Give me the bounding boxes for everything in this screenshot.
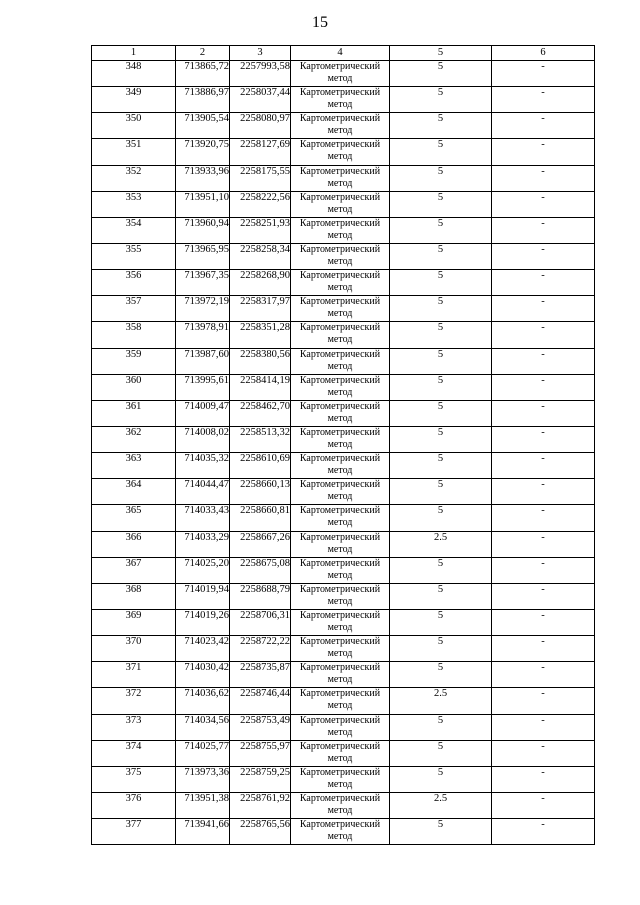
accuracy-cell: 5 bbox=[390, 505, 492, 531]
method-cell: Картометрический метод bbox=[291, 688, 390, 714]
y-coordinate-cell: 2258722,22 bbox=[230, 636, 291, 662]
x-coordinate-cell: 714023,42 bbox=[176, 636, 230, 662]
y-coordinate-cell: 2258251,93 bbox=[230, 217, 291, 243]
table-row bbox=[92, 714, 595, 740]
note-cell: - bbox=[492, 374, 595, 400]
table-row bbox=[92, 583, 595, 609]
method-cell: Картометрический метод bbox=[291, 792, 390, 818]
note-cell: - bbox=[492, 400, 595, 426]
accuracy-cell: 5 bbox=[390, 400, 492, 426]
point-number-cell: 357 bbox=[92, 296, 176, 322]
x-coordinate-cell: 713951,38 bbox=[176, 792, 230, 818]
note-cell: - bbox=[492, 453, 595, 479]
point-number-cell: 358 bbox=[92, 322, 176, 348]
table-row bbox=[92, 270, 595, 296]
y-coordinate-cell: 2258660,13 bbox=[230, 479, 291, 505]
y-coordinate-cell: 2258222,56 bbox=[230, 191, 291, 217]
accuracy-cell: 2.5 bbox=[390, 792, 492, 818]
point-number-cell: 361 bbox=[92, 400, 176, 426]
table-row bbox=[92, 531, 595, 557]
method-cell: Картометрический метод bbox=[291, 557, 390, 583]
method-cell: Картометрический метод bbox=[291, 217, 390, 243]
accuracy-cell: 5 bbox=[390, 714, 492, 740]
method-cell: Картометрический метод bbox=[291, 113, 390, 139]
coordinates-table bbox=[91, 45, 595, 845]
x-coordinate-cell: 714030,42 bbox=[176, 662, 230, 688]
page-number: 15 bbox=[312, 14, 328, 31]
column-header-1: 1 bbox=[92, 46, 176, 61]
x-coordinate-cell: 714008,02 bbox=[176, 426, 230, 452]
note-cell: - bbox=[492, 348, 595, 374]
table-row bbox=[92, 766, 595, 792]
method-cell: Картометрический метод bbox=[291, 426, 390, 452]
point-number-cell: 368 bbox=[92, 583, 176, 609]
point-number-cell: 372 bbox=[92, 688, 176, 714]
y-coordinate-cell: 2258735,87 bbox=[230, 662, 291, 688]
accuracy-cell: 5 bbox=[390, 296, 492, 322]
x-coordinate-cell: 714025,77 bbox=[176, 740, 230, 766]
point-number-cell: 370 bbox=[92, 636, 176, 662]
accuracy-cell: 5 bbox=[390, 819, 492, 845]
note-cell: - bbox=[492, 61, 595, 87]
x-coordinate-cell: 713967,35 bbox=[176, 270, 230, 296]
note-cell: - bbox=[492, 583, 595, 609]
point-number-cell: 366 bbox=[92, 531, 176, 557]
accuracy-cell: 5 bbox=[390, 557, 492, 583]
column-header-3: 3 bbox=[230, 46, 291, 61]
x-coordinate-cell: 714009,47 bbox=[176, 400, 230, 426]
table-row bbox=[92, 740, 595, 766]
y-coordinate-cell: 2258414,19 bbox=[230, 374, 291, 400]
note-cell: - bbox=[492, 792, 595, 818]
accuracy-cell: 5 bbox=[390, 348, 492, 374]
table-row bbox=[92, 165, 595, 191]
note-cell: - bbox=[492, 557, 595, 583]
table-row bbox=[92, 688, 595, 714]
point-number-cell: 365 bbox=[92, 505, 176, 531]
y-coordinate-cell: 2258380,56 bbox=[230, 348, 291, 374]
method-cell: Картометрический метод bbox=[291, 583, 390, 609]
table-row bbox=[92, 61, 595, 87]
x-coordinate-cell: 714019,94 bbox=[176, 583, 230, 609]
accuracy-cell: 5 bbox=[390, 217, 492, 243]
point-number-cell: 367 bbox=[92, 557, 176, 583]
y-coordinate-cell: 2258761,92 bbox=[230, 792, 291, 818]
accuracy-cell: 5 bbox=[390, 374, 492, 400]
note-cell: - bbox=[492, 609, 595, 635]
x-coordinate-cell: 713865,72 bbox=[176, 61, 230, 87]
accuracy-cell: 5 bbox=[390, 426, 492, 452]
point-number-cell: 359 bbox=[92, 348, 176, 374]
method-cell: Картометрический метод bbox=[291, 322, 390, 348]
method-cell: Картометрический метод bbox=[291, 165, 390, 191]
table-row bbox=[92, 296, 595, 322]
method-cell: Картометрический метод bbox=[291, 479, 390, 505]
table-row bbox=[92, 400, 595, 426]
table-row bbox=[92, 557, 595, 583]
note-cell: - bbox=[492, 636, 595, 662]
note-cell: - bbox=[492, 819, 595, 845]
y-coordinate-cell: 2258080,97 bbox=[230, 113, 291, 139]
accuracy-cell: 5 bbox=[390, 165, 492, 191]
y-coordinate-cell: 2257993,58 bbox=[230, 61, 291, 87]
accuracy-cell: 5 bbox=[390, 636, 492, 662]
point-number-cell: 369 bbox=[92, 609, 176, 635]
x-coordinate-cell: 713920,75 bbox=[176, 139, 230, 165]
y-coordinate-cell: 2258268,90 bbox=[230, 270, 291, 296]
point-number-cell: 356 bbox=[92, 270, 176, 296]
column-header-6: 6 bbox=[492, 46, 595, 61]
x-coordinate-cell: 713941,66 bbox=[176, 819, 230, 845]
table-row bbox=[92, 819, 595, 845]
method-cell: Картометрический метод bbox=[291, 191, 390, 217]
point-number-cell: 371 bbox=[92, 662, 176, 688]
method-cell: Картометрический метод bbox=[291, 740, 390, 766]
y-coordinate-cell: 2258037,44 bbox=[230, 87, 291, 113]
accuracy-cell: 5 bbox=[390, 270, 492, 296]
note-cell: - bbox=[492, 688, 595, 714]
x-coordinate-cell: 713933,96 bbox=[176, 165, 230, 191]
note-cell: - bbox=[492, 426, 595, 452]
method-cell: Картометрический метод bbox=[291, 766, 390, 792]
table-row bbox=[92, 374, 595, 400]
point-number-cell: 360 bbox=[92, 374, 176, 400]
method-cell: Картометрический метод bbox=[291, 270, 390, 296]
table-row bbox=[92, 426, 595, 452]
x-coordinate-cell: 713905,54 bbox=[176, 113, 230, 139]
accuracy-cell: 2.5 bbox=[390, 688, 492, 714]
point-number-cell: 351 bbox=[92, 139, 176, 165]
method-cell: Картометрический метод bbox=[291, 87, 390, 113]
accuracy-cell: 5 bbox=[390, 609, 492, 635]
table-row bbox=[92, 139, 595, 165]
y-coordinate-cell: 2258351,28 bbox=[230, 322, 291, 348]
y-coordinate-cell: 2258127,69 bbox=[230, 139, 291, 165]
table-row bbox=[92, 191, 595, 217]
accuracy-cell: 5 bbox=[390, 766, 492, 792]
point-number-cell: 349 bbox=[92, 87, 176, 113]
point-number-cell: 352 bbox=[92, 165, 176, 191]
x-coordinate-cell: 713995,61 bbox=[176, 374, 230, 400]
accuracy-cell: 5 bbox=[390, 453, 492, 479]
method-cell: Картометрический метод bbox=[291, 819, 390, 845]
x-coordinate-cell: 713972,19 bbox=[176, 296, 230, 322]
accuracy-cell: 5 bbox=[390, 662, 492, 688]
table-row bbox=[92, 609, 595, 635]
note-cell: - bbox=[492, 479, 595, 505]
x-coordinate-cell: 714044,47 bbox=[176, 479, 230, 505]
accuracy-cell: 5 bbox=[390, 87, 492, 113]
y-coordinate-cell: 2258675,08 bbox=[230, 557, 291, 583]
point-number-cell: 377 bbox=[92, 819, 176, 845]
note-cell: - bbox=[492, 165, 595, 191]
x-coordinate-cell: 713987,60 bbox=[176, 348, 230, 374]
accuracy-cell: 5 bbox=[390, 113, 492, 139]
accuracy-cell: 5 bbox=[390, 139, 492, 165]
method-cell: Картометрический метод bbox=[291, 243, 390, 269]
y-coordinate-cell: 2258610,69 bbox=[230, 453, 291, 479]
y-coordinate-cell: 2258746,44 bbox=[230, 688, 291, 714]
point-number-cell: 375 bbox=[92, 766, 176, 792]
note-cell: - bbox=[492, 270, 595, 296]
point-number-cell: 373 bbox=[92, 714, 176, 740]
note-cell: - bbox=[492, 113, 595, 139]
table-row bbox=[92, 636, 595, 662]
note-cell: - bbox=[492, 505, 595, 531]
note-cell: - bbox=[492, 531, 595, 557]
table-row bbox=[92, 453, 595, 479]
table-row bbox=[92, 505, 595, 531]
point-number-cell: 376 bbox=[92, 792, 176, 818]
x-coordinate-cell: 713965,95 bbox=[176, 243, 230, 269]
y-coordinate-cell: 2258317,97 bbox=[230, 296, 291, 322]
method-cell: Картометрический метод bbox=[291, 374, 390, 400]
method-cell: Картометрический метод bbox=[291, 400, 390, 426]
column-header-5: 5 bbox=[390, 46, 492, 61]
note-cell: - bbox=[492, 139, 595, 165]
y-coordinate-cell: 2258258,34 bbox=[230, 243, 291, 269]
y-coordinate-cell: 2258660,81 bbox=[230, 505, 291, 531]
table-row bbox=[92, 479, 595, 505]
method-cell: Картометрический метод bbox=[291, 609, 390, 635]
note-cell: - bbox=[492, 740, 595, 766]
y-coordinate-cell: 2258753,49 bbox=[230, 714, 291, 740]
y-coordinate-cell: 2258765,56 bbox=[230, 819, 291, 845]
y-coordinate-cell: 2258667,26 bbox=[230, 531, 291, 557]
x-coordinate-cell: 714033,29 bbox=[176, 531, 230, 557]
table-row bbox=[92, 348, 595, 374]
table-row bbox=[92, 217, 595, 243]
column-header-4: 4 bbox=[291, 46, 390, 61]
x-coordinate-cell: 713951,10 bbox=[176, 191, 230, 217]
note-cell: - bbox=[492, 296, 595, 322]
accuracy-cell: 5 bbox=[390, 191, 492, 217]
point-number-cell: 350 bbox=[92, 113, 176, 139]
method-cell: Картометрический метод bbox=[291, 348, 390, 374]
accuracy-cell: 5 bbox=[390, 479, 492, 505]
accuracy-cell: 5 bbox=[390, 243, 492, 269]
note-cell: - bbox=[492, 87, 595, 113]
table-row bbox=[92, 322, 595, 348]
note-cell: - bbox=[492, 322, 595, 348]
method-cell: Картометрический метод bbox=[291, 139, 390, 165]
note-cell: - bbox=[492, 766, 595, 792]
x-coordinate-cell: 713973,36 bbox=[176, 766, 230, 792]
note-cell: - bbox=[492, 191, 595, 217]
method-cell: Картометрический метод bbox=[291, 714, 390, 740]
method-cell: Картометрический метод bbox=[291, 453, 390, 479]
y-coordinate-cell: 2258759,25 bbox=[230, 766, 291, 792]
method-cell: Картометрический метод bbox=[291, 531, 390, 557]
method-cell: Картометрический метод bbox=[291, 61, 390, 87]
note-cell: - bbox=[492, 243, 595, 269]
x-coordinate-cell: 713886,97 bbox=[176, 87, 230, 113]
table-row bbox=[92, 113, 595, 139]
table-row bbox=[92, 662, 595, 688]
x-coordinate-cell: 714033,43 bbox=[176, 505, 230, 531]
y-coordinate-cell: 2258688,79 bbox=[230, 583, 291, 609]
method-cell: Картометрический метод bbox=[291, 505, 390, 531]
point-number-cell: 354 bbox=[92, 217, 176, 243]
point-number-cell: 348 bbox=[92, 61, 176, 87]
x-coordinate-cell: 714036,62 bbox=[176, 688, 230, 714]
point-number-cell: 364 bbox=[92, 479, 176, 505]
table-body bbox=[92, 61, 595, 845]
x-coordinate-cell: 713960,94 bbox=[176, 217, 230, 243]
table-row bbox=[92, 792, 595, 818]
method-cell: Картометрический метод bbox=[291, 636, 390, 662]
accuracy-cell: 5 bbox=[390, 322, 492, 348]
accuracy-cell: 5 bbox=[390, 583, 492, 609]
point-number-cell: 374 bbox=[92, 740, 176, 766]
x-coordinate-cell: 714034,56 bbox=[176, 714, 230, 740]
table-row bbox=[92, 87, 595, 113]
y-coordinate-cell: 2258706,31 bbox=[230, 609, 291, 635]
table-header-row bbox=[92, 46, 595, 61]
point-number-cell: 355 bbox=[92, 243, 176, 269]
accuracy-cell: 5 bbox=[390, 61, 492, 87]
y-coordinate-cell: 2258755,97 bbox=[230, 740, 291, 766]
note-cell: - bbox=[492, 662, 595, 688]
method-cell: Картометрический метод bbox=[291, 662, 390, 688]
accuracy-cell: 2.5 bbox=[390, 531, 492, 557]
x-coordinate-cell: 713978,91 bbox=[176, 322, 230, 348]
point-number-cell: 353 bbox=[92, 191, 176, 217]
table-row bbox=[92, 243, 595, 269]
column-header-2: 2 bbox=[176, 46, 230, 61]
point-number-cell: 362 bbox=[92, 426, 176, 452]
accuracy-cell: 5 bbox=[390, 740, 492, 766]
method-cell: Картометрический метод bbox=[291, 296, 390, 322]
note-cell: - bbox=[492, 714, 595, 740]
x-coordinate-cell: 714035,32 bbox=[176, 453, 230, 479]
y-coordinate-cell: 2258462,70 bbox=[230, 400, 291, 426]
point-number-cell: 363 bbox=[92, 453, 176, 479]
y-coordinate-cell: 2258513,32 bbox=[230, 426, 291, 452]
note-cell: - bbox=[492, 217, 595, 243]
y-coordinate-cell: 2258175,55 bbox=[230, 165, 291, 191]
x-coordinate-cell: 714025,20 bbox=[176, 557, 230, 583]
x-coordinate-cell: 714019,26 bbox=[176, 609, 230, 635]
